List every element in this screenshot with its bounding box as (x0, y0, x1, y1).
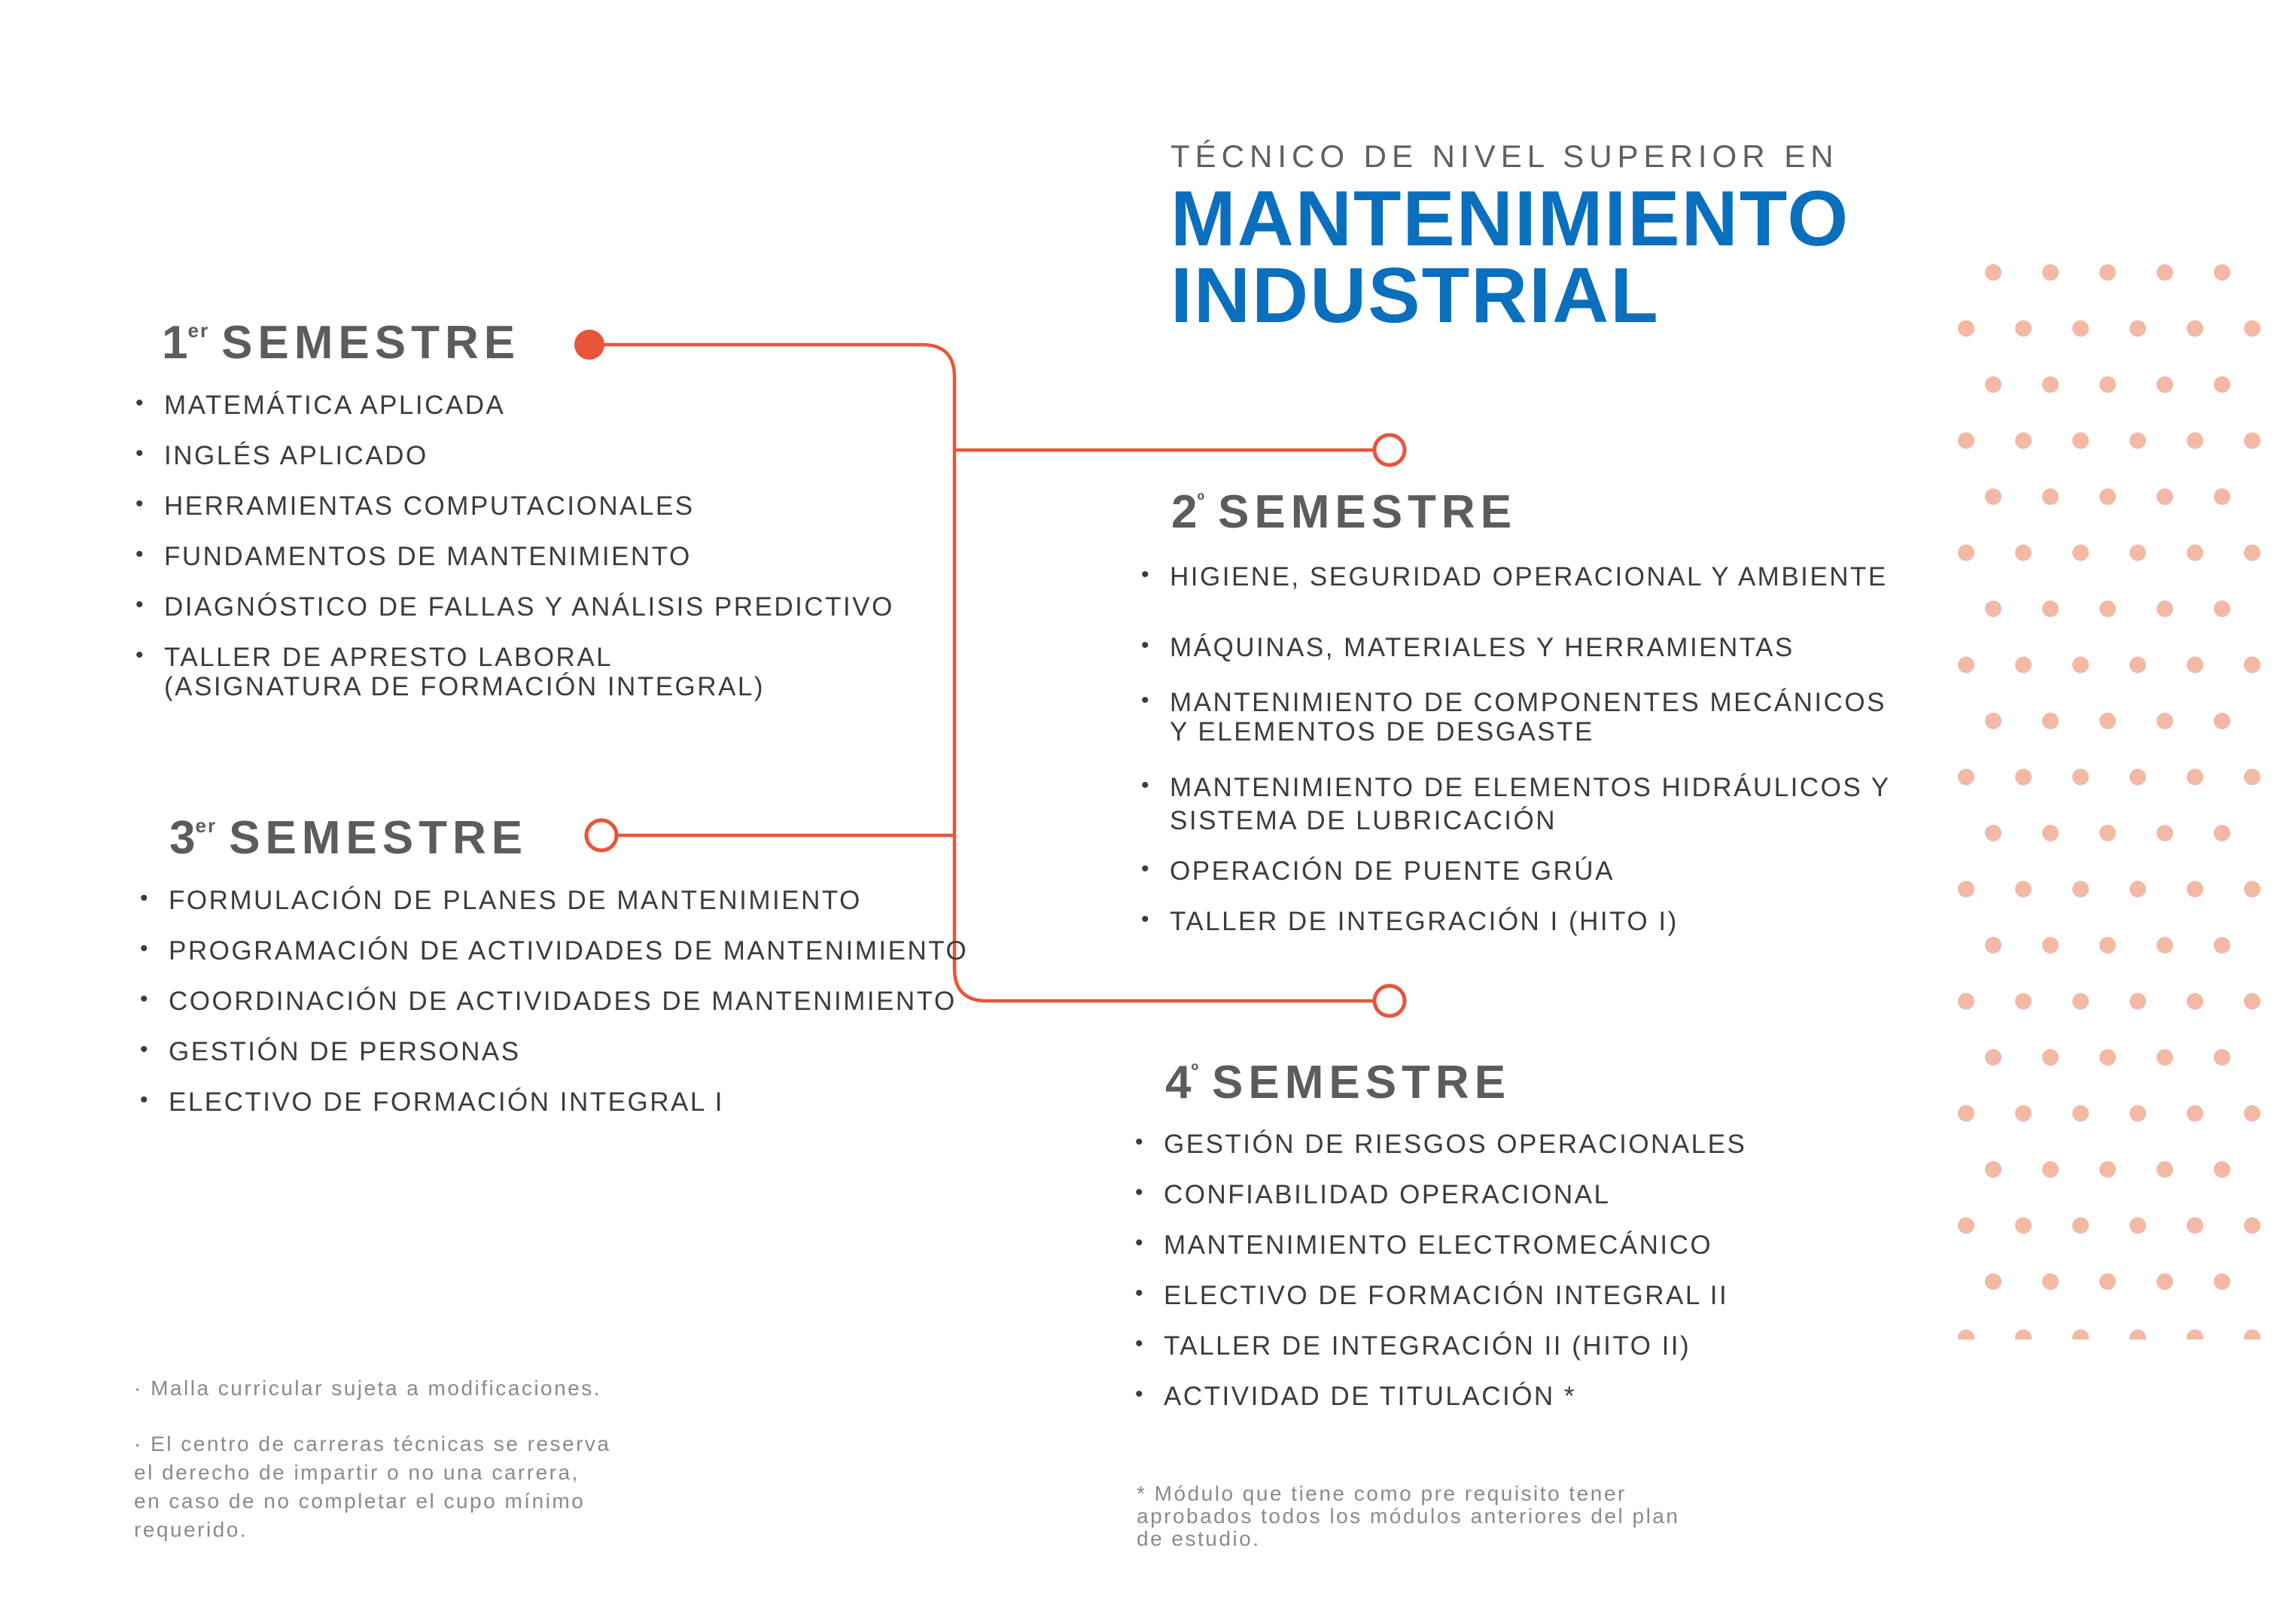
pattern-dot (2157, 825, 2173, 841)
pattern-dot (2015, 433, 2032, 449)
pattern-dot (2214, 1161, 2230, 1178)
pattern-dot (1958, 321, 1974, 337)
pattern-dot (2072, 1218, 2089, 1234)
pattern-dot (2214, 713, 2230, 729)
pattern-dot (2015, 321, 2032, 337)
pattern-dot (1985, 376, 2002, 393)
pattern-dot (2042, 601, 2059, 617)
pattern-dot (2187, 1218, 2203, 1234)
pattern-dot (2214, 601, 2230, 617)
node-semester-2 (1374, 435, 1405, 465)
pattern-dot (1985, 713, 2002, 729)
pattern-dot (1958, 1330, 1974, 1340)
pattern-dot (1985, 264, 2002, 281)
pattern-dot (2244, 657, 2260, 674)
pattern-dot (2129, 993, 2146, 1010)
pattern-dot (2072, 657, 2089, 674)
course-item: • HIGIENE, SEGURIDAD OPERACIONAL Y AMBIENTE (1170, 561, 1891, 592)
course-item-continuation: Y ELEMENTOS DE DESGASTE (1170, 717, 1594, 747)
footnote-line: aprobados todos los módulos anteriores del plan (1137, 1504, 1680, 1528)
pattern-dot (2214, 825, 2230, 841)
semester-4-number: 4 (1165, 1057, 1192, 1109)
disclaimer-note-2-line: · El centro de carreras técnicas se reserva (134, 1432, 611, 1455)
pattern-dot (2244, 433, 2260, 449)
semester-2-suffix: º (1197, 488, 1206, 511)
disclaimer-note-2-line: el derecho de impartir o no una carrera, (134, 1461, 580, 1484)
pattern-dot (2244, 769, 2260, 786)
decorative-dot-pattern (1950, 256, 2274, 1340)
node-semester-4 (1374, 986, 1405, 1016)
pattern-dot (2015, 1218, 2032, 1234)
pattern-dot (2015, 657, 2032, 674)
pattern-dot (2244, 321, 2260, 337)
pattern-dot (2042, 1161, 2059, 1178)
course-item: • OPERACIÓN DE PUENTE GRÚA (1170, 856, 1891, 887)
pattern-dot (2099, 601, 2116, 617)
pattern-dot (2042, 937, 2059, 953)
pattern-dot (2157, 1049, 2173, 1066)
pattern-dot (2244, 881, 2260, 898)
pattern-dot (2214, 264, 2230, 281)
pattern-dot (1958, 993, 1974, 1010)
semester-1-suffix: er (187, 319, 210, 342)
course-item: • HERRAMIENTAS COMPUTACIONALES (164, 491, 894, 522)
semester-2-course-list (1170, 561, 1891, 937)
semester-3-label: SEMESTRE (229, 812, 528, 864)
program-title-line1: MANTENIMIENTO (1170, 175, 1850, 263)
pattern-dot (2214, 488, 2230, 505)
pattern-dot (2099, 1161, 2116, 1178)
pattern-dot (2015, 881, 2032, 898)
course-item-continuation: (ASIGNATURA DE FORMACIÓN INTEGRAL) (164, 672, 766, 701)
course-item: • INGLÉS APLICADO (164, 440, 894, 471)
pattern-dot (2099, 937, 2116, 953)
pattern-dot (2157, 376, 2173, 393)
course-item: • ACTIVIDAD DE TITULACIÓN * (1164, 1381, 1746, 1412)
disclaimer-note-1: · Malla curricular sujeta a modificaciones. (134, 1376, 602, 1400)
pattern-dot (1958, 1218, 1974, 1234)
pattern-dot (2042, 1049, 2059, 1066)
pattern-dot (2072, 881, 2089, 898)
pattern-dot (2244, 993, 2260, 1010)
semester-3-title (169, 811, 528, 865)
pattern-dot (2099, 825, 2116, 841)
course-item: • PROGRAMACIÓN DE ACTIVIDADES DE MANTENIMIENTO (169, 935, 968, 966)
pattern-dot (2187, 769, 2203, 786)
footnote-titulacion (1137, 1483, 1679, 1550)
course-item: • COORDINACIÓN DE ACTIVIDADES DE MANTENIMIENTO (169, 986, 968, 1017)
pattern-dot (2099, 264, 2116, 281)
pattern-dot (2187, 881, 2203, 898)
semester-4-course-list (1164, 1129, 1746, 1412)
pattern-dot (2129, 881, 2146, 898)
pattern-dot (1958, 769, 1974, 786)
pattern-dot (2042, 825, 2059, 841)
course-item: • CONFIABILIDAD OPERACIONAL (1164, 1179, 1746, 1210)
pattern-dot (2072, 545, 2089, 561)
course-item: • DIAGNÓSTICO DE FALLAS Y ANÁLISIS PREDICTIVO (164, 592, 894, 622)
pattern-dot (2187, 433, 2203, 449)
semester-2-number: 2 (1171, 486, 1198, 538)
pattern-dot (2099, 376, 2116, 393)
footnote-line: * Módulo que tiene como pre requisito tener (1137, 1482, 1627, 1505)
pattern-dot (2157, 1273, 2173, 1290)
pattern-dot (2187, 1105, 2203, 1122)
semester-2-title (1171, 485, 1517, 539)
semester-4-title (1165, 1056, 1511, 1109)
pattern-dot (2015, 1330, 2032, 1340)
semester-4-suffix: º (1191, 1059, 1200, 1081)
pattern-dot (1985, 1049, 2002, 1066)
pattern-dot (2099, 713, 2116, 729)
pattern-dot (2187, 1330, 2203, 1340)
pattern-dot (2129, 433, 2146, 449)
pattern-dot (2244, 1218, 2260, 1234)
pattern-dot (2099, 488, 2116, 505)
pattern-dot (2129, 657, 2146, 674)
pattern-dot (2214, 1273, 2230, 1290)
course-item: • MANTENIMIENTO DE ELEMENTOS HIDRÁULICOS Y (1170, 772, 1891, 803)
pattern-dot (2072, 321, 2089, 337)
pattern-dot (2214, 1049, 2230, 1066)
pattern-dot (2214, 937, 2230, 953)
pattern-dot (2015, 993, 2032, 1010)
pattern-dot (2129, 1105, 2146, 1122)
pattern-dot (1958, 545, 1974, 561)
semester-1-course-list (164, 390, 894, 702)
pattern-dot (2072, 1105, 2089, 1122)
pattern-dot (2042, 264, 2059, 281)
pattern-dot (1985, 1161, 2002, 1178)
pattern-dot (1985, 601, 2002, 617)
pattern-dot (2244, 545, 2260, 561)
pattern-dot (1985, 488, 2002, 505)
pattern-dot (2072, 433, 2089, 449)
footnote-line: de estudio. (1137, 1527, 1261, 1550)
pattern-dot (1958, 881, 1974, 898)
pattern-dot (2099, 1049, 2116, 1066)
pattern-dot (2129, 545, 2146, 561)
course-item: • TALLER DE APRESTO LABORAL (164, 642, 894, 673)
pattern-dot (2187, 993, 2203, 1010)
pattern-dot (2015, 769, 2032, 786)
pattern-dot (2129, 769, 2146, 786)
pattern-dot (2042, 376, 2059, 393)
pattern-dot (2157, 713, 2173, 729)
course-item: • FORMULACIÓN DE PLANES DE MANTENIMIENTO (169, 885, 968, 916)
disclaimer-note-2-line: requerido. (134, 1518, 248, 1541)
pattern-dot (2042, 488, 2059, 505)
disclaimer-note-2-line: en caso de no completar el cupo mínimo (134, 1489, 586, 1513)
course-item: • MATEMÁTICA APLICADA (164, 390, 894, 421)
pattern-dot (2187, 657, 2203, 674)
pattern-dot (2129, 1218, 2146, 1234)
node-semester-3 (586, 820, 616, 850)
semester-1-label: SEMESTRE (221, 317, 521, 369)
semester-2-label: SEMESTRE (1217, 486, 1518, 538)
pattern-dot (2214, 376, 2230, 393)
course-item: • ELECTIVO DE FORMACIÓN INTEGRAL I (169, 1087, 968, 1118)
pattern-dot (2129, 1330, 2146, 1340)
pattern-dot (1985, 825, 2002, 841)
pattern-dot (2042, 1273, 2059, 1290)
pattern-dot (1958, 1105, 1974, 1122)
pattern-dot (1958, 657, 1974, 674)
course-item: • MANTENIMIENTO DE COMPONENTES MECÁNICOS (1170, 687, 1891, 718)
program-title-line2: INDUSTRIAL (1170, 252, 1660, 339)
pattern-dot (1985, 1273, 2002, 1290)
pattern-dot (2187, 545, 2203, 561)
semester-3-suffix: er (195, 814, 218, 837)
node-semester-1 (574, 330, 604, 360)
course-item: • TALLER DE INTEGRACIÓN II (HITO II) (1164, 1331, 1746, 1361)
semester-3-course-list (169, 885, 968, 1118)
semester-3-number: 3 (169, 812, 196, 864)
pattern-dot (2157, 488, 2173, 505)
pattern-dot (2015, 545, 2032, 561)
pattern-dot (1958, 433, 1974, 449)
semester-1-number: 1 (162, 317, 188, 369)
pattern-dot (2244, 1330, 2260, 1340)
pattern-dot (1985, 937, 2002, 953)
pattern-dot (2099, 1273, 2116, 1290)
pattern-dot (2072, 769, 2089, 786)
pattern-dot (2157, 1161, 2173, 1178)
course-item: • FUNDAMENTOS DE MANTENIMIENTO (164, 541, 894, 572)
course-item: • TALLER DE INTEGRACIÓN I (HITO I) (1170, 906, 1891, 937)
semester-1-title (162, 316, 520, 370)
pattern-dot (2157, 937, 2173, 953)
semester-4-label: SEMESTRE (1211, 1057, 1511, 1109)
pattern-dot (2187, 321, 2203, 337)
course-item: • MANTENIMIENTO ELECTROMECÁNICO (1164, 1230, 1746, 1261)
pattern-dot (2129, 321, 2146, 337)
program-subtitle: TÉCNICO DE NIVEL SUPERIOR EN (1170, 138, 1839, 174)
pattern-dot (2244, 1105, 2260, 1122)
disclaimer-note-2 (134, 1430, 610, 1544)
course-item: • ELECTIVO DE FORMACIÓN INTEGRAL II (1164, 1280, 1746, 1311)
course-item: • MÁQUINAS, MATERIALES Y HERRAMIENTAS (1170, 632, 1891, 663)
pattern-dot (2157, 264, 2173, 281)
course-item: • GESTIÓN DE RIESGOS OPERACIONALES (1164, 1129, 1746, 1160)
pattern-dot (2072, 1330, 2089, 1340)
pattern-dot (2042, 713, 2059, 729)
course-item: • GESTIÓN DE PERSONAS (169, 1036, 968, 1067)
pattern-dot (2015, 1105, 2032, 1122)
pattern-dot (2072, 993, 2089, 1010)
course-item-continuation: SISTEMA DE LUBRICACIÓN (1170, 806, 1557, 835)
pattern-dot (2157, 601, 2173, 617)
